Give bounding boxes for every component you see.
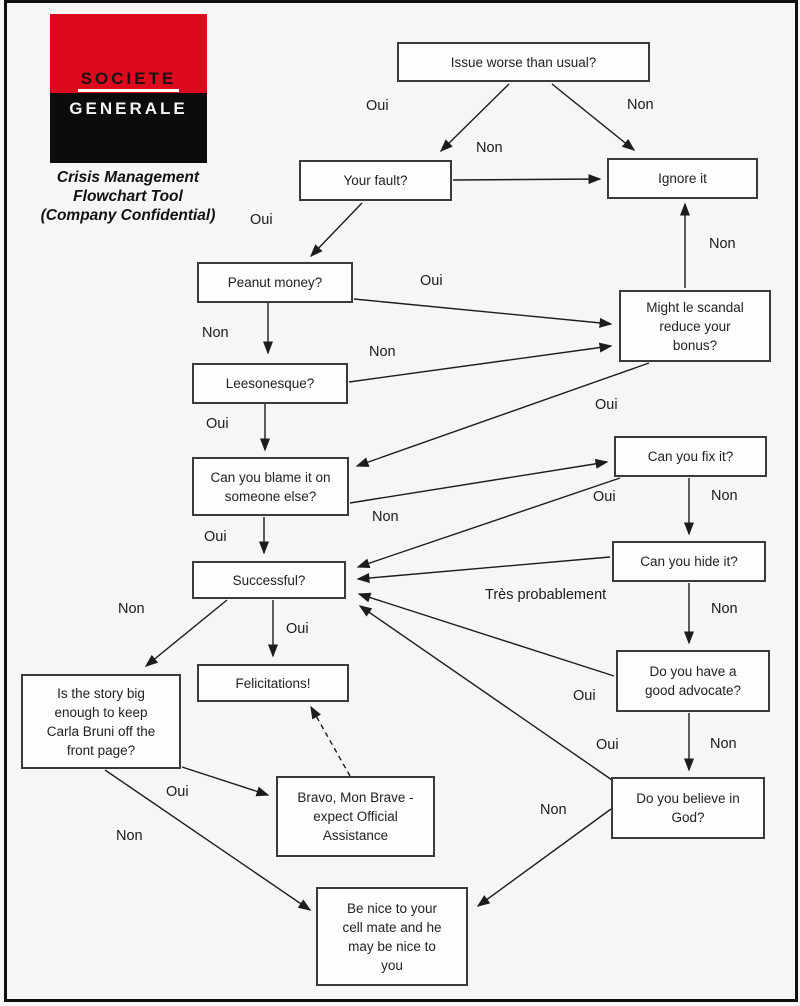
edge-label-leeson-blame: Oui — [206, 416, 229, 432]
node-cellmate-label: Be nice to your cell mate and he may be nice to you — [342, 900, 442, 973]
node-peanut — [197, 262, 353, 303]
edge-label-peanut-scandal: Oui — [420, 273, 443, 289]
edge-label-leeson-scandal: Non — [369, 344, 396, 360]
edge-label-issue-ignore: Non — [627, 97, 654, 113]
node-scandal-label: Might le scandal reduce your bonus? — [646, 299, 744, 353]
edge-line-peanut-scandal — [354, 299, 611, 324]
node-felicitations — [197, 664, 349, 702]
edge-label-fix-success: Oui — [593, 489, 616, 505]
edge-label-blame-fix: Non — [372, 509, 399, 525]
edge-line-bravo-felicitations — [311, 707, 350, 776]
edge-label-peanut-leeson: Non — [202, 325, 229, 341]
node-hide — [612, 541, 766, 582]
edge-line-god-cellmate — [478, 809, 611, 906]
edge-line-issue-ignore — [552, 84, 634, 150]
edge-line-success-carla — [146, 600, 227, 666]
edge-line-scandal-blame — [357, 363, 649, 466]
edge-label-scandal-blame: Oui — [595, 397, 618, 413]
title-line-2: Flowchart Tool — [73, 188, 183, 205]
node-leeson — [192, 363, 348, 404]
node-advocate — [616, 650, 770, 712]
document-title — [8, 168, 248, 225]
edge-label-fix-hide: Non — [711, 488, 738, 504]
node-cellmate — [316, 887, 468, 986]
node-god — [611, 777, 765, 839]
edge-line-fault-ignore — [453, 179, 600, 180]
edge-label-advocate-success: Oui — [573, 688, 596, 704]
edge-label-success-carla: Non — [118, 601, 145, 617]
node-bravo-label: Bravo, Mon Brave - expect Official Assistance — [297, 790, 414, 843]
societe-generale-logo — [50, 14, 207, 163]
node-scandal — [619, 290, 771, 362]
edge-label-fault-ignore: Non — [476, 140, 503, 156]
node-advocate-label: Do you have a good advocate? — [644, 664, 742, 698]
edge-label-success-felicitations: Oui — [286, 621, 309, 637]
node-felicitations-label: Felicitations! — [235, 675, 311, 691]
node-success — [192, 561, 346, 599]
edge-label-blame-success: Oui — [204, 529, 227, 545]
edge-line-carla-bravo — [182, 767, 268, 795]
node-issue — [397, 42, 650, 82]
node-fix — [614, 436, 767, 477]
node-success-label: Successful? — [232, 572, 306, 588]
edge-line-hide-success — [358, 557, 610, 579]
edge-label-hide-success: Très probablement — [485, 587, 607, 603]
node-issue-label: Issue worse than usual? — [450, 54, 597, 70]
node-bravo — [276, 776, 435, 857]
node-ignore-label: Ignore it — [658, 171, 707, 186]
node-carla — [21, 674, 181, 769]
edge-line-blame-fix — [350, 462, 607, 503]
node-god-label: Do you believe in God? — [636, 791, 740, 825]
edge-label-carla-cellmate: Non — [116, 828, 143, 844]
node-carla-label: Is the story big enough to keep Carla Bruni off the front page? — [46, 685, 156, 758]
edge-label-god-success: Oui — [596, 737, 619, 753]
node-blame — [192, 457, 349, 516]
edge-label-hide-advocate: Non — [711, 601, 738, 617]
node-fault — [299, 160, 452, 201]
logo-black-band — [50, 93, 207, 163]
node-ignore — [607, 158, 758, 199]
node-fault-label: Your fault? — [343, 173, 408, 188]
logo-word-societe: SOCIETE — [78, 70, 180, 92]
logo-red-band — [50, 14, 207, 93]
node-blame-label: Can you blame it on someone else? — [210, 469, 331, 504]
node-fix-label: Can you fix it? — [647, 449, 734, 464]
title-line-1: Crisis Management — [56, 169, 200, 186]
title-line-3: (Company Confidential) — [40, 207, 216, 224]
edge-label-issue-fault: Oui — [366, 98, 389, 114]
edge-label-scandal-ignore: Non — [709, 236, 736, 252]
edge-label-god-cellmate: Non — [540, 802, 567, 818]
edge-label-advocate-god: Non — [710, 736, 737, 752]
node-peanut-label: Peanut money? — [227, 275, 323, 290]
node-leeson-label: Leesonesque? — [225, 376, 315, 391]
edge-label-carla-bravo: Oui — [166, 784, 189, 800]
logo-word-generale: GENERALE — [69, 99, 188, 118]
node-hide-label: Can you hide it? — [640, 554, 738, 569]
edge-label-fault-peanut: Oui — [250, 212, 273, 228]
edge-line-advocate-success — [359, 594, 614, 676]
edge-line-fault-peanut — [311, 203, 362, 256]
